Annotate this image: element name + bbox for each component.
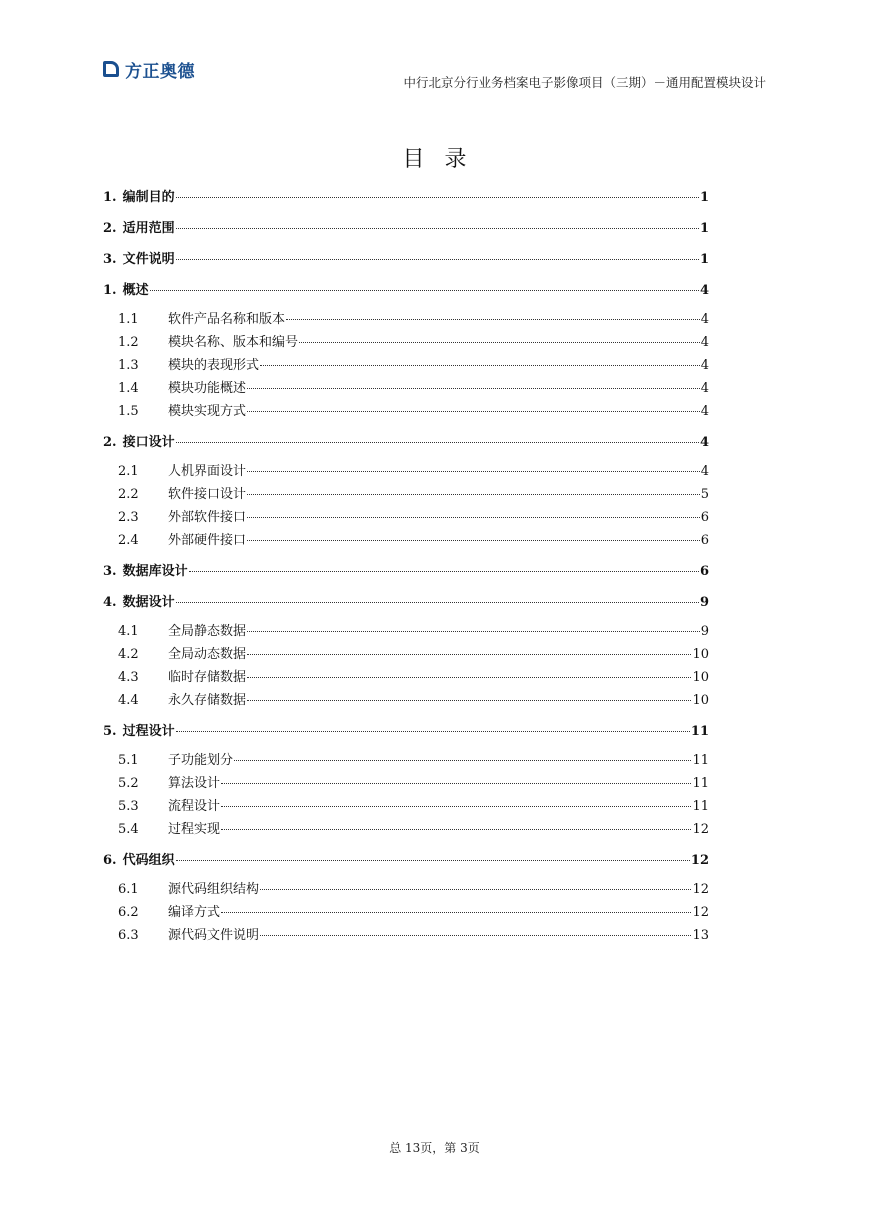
toc-entry-number: 5.: [103, 724, 117, 739]
toc-entry-label: 外部硬件接口: [168, 533, 247, 548]
toc-entry-chapter[interactable]: [103, 720, 709, 743]
toc-entry-number: 5.2: [118, 776, 139, 791]
toc-entry-number: 6.: [103, 853, 117, 868]
toc-entry-page: 1: [699, 252, 709, 267]
toc-dot-leader: [176, 601, 699, 603]
toc-dot-leader: [176, 859, 690, 861]
toc-dot-leader: [260, 934, 691, 936]
toc-entry-number: 5.1: [118, 753, 139, 768]
toc-entry-page: 9: [699, 595, 709, 610]
toc-dot-leader: [221, 911, 691, 913]
toc-entry-page: 10: [692, 693, 709, 708]
toc-entry-page: 5: [700, 487, 709, 502]
toc-entry-section[interactable]: [103, 483, 709, 506]
toc-entry-page: 9: [700, 624, 709, 639]
document-header-title: 中行北京分行业务档案电子影像项目（三期）－通用配置模块设计: [403, 75, 766, 90]
toc-title: 目录: [402, 147, 487, 172]
toc-entry-number: 4.2: [118, 647, 139, 662]
toc-dot-leader: [247, 387, 700, 389]
toc-entry-section[interactable]: [103, 749, 709, 772]
toc-entry-label: 算法设计: [168, 776, 221, 791]
toc-entry-label: 文件说明: [122, 252, 175, 267]
toc-entry-number: 2.: [103, 435, 117, 450]
toc-entry-label: 软件产品名称和版本: [168, 312, 286, 327]
toc-entry-label: 人机界面设计: [168, 464, 247, 479]
toc-entry-label: 模块实现方式: [168, 404, 247, 419]
toc-entry-label: 接口设计: [122, 435, 175, 450]
toc-entry-page: 4: [700, 358, 709, 373]
toc-entry-number: 1.2: [118, 335, 139, 350]
toc-dot-leader: [176, 227, 699, 229]
toc-entry-label: 适用范围: [122, 221, 175, 236]
toc-entry-label: 源代码组织结构: [168, 882, 260, 897]
toc-entry-page: 4: [700, 335, 709, 350]
toc-entry-number: 5.4: [118, 822, 139, 837]
toc-entry-number: 1.5: [118, 404, 139, 419]
toc-entry-section[interactable]: [103, 620, 709, 643]
toc-dot-leader: [247, 676, 691, 678]
toc-dot-leader: [247, 699, 691, 701]
toc-entry-page: 6: [700, 510, 709, 525]
toc-dot-leader: [247, 539, 700, 541]
toc-entry-chapter[interactable]: [103, 217, 709, 240]
toc-dot-leader: [189, 570, 699, 572]
toc-entry-page: 6: [699, 564, 709, 579]
toc-dot-leader: [176, 196, 699, 198]
toc-dot-leader: [247, 470, 700, 472]
toc-entry-chapter[interactable]: [103, 248, 709, 271]
toc-entry-section[interactable]: [103, 506, 709, 529]
toc-entry-chapter[interactable]: [103, 591, 709, 614]
toc-entry-label: 模块的表现形式: [168, 358, 260, 373]
company-logo: [103, 58, 195, 80]
toc-entry-section[interactable]: [103, 795, 709, 818]
toc-entry-page: 12: [692, 822, 709, 837]
toc-entry-label: 代码组织: [122, 853, 175, 868]
toc-entry-number: 1.4: [118, 381, 139, 396]
toc-entry-label: 外部软件接口: [168, 510, 247, 525]
toc-entry-chapter[interactable]: [103, 849, 709, 872]
toc-dot-leader: [234, 759, 691, 761]
toc-entry-number: 6.2: [118, 905, 139, 920]
toc-entry-label: 过程设计: [122, 724, 175, 739]
toc-entry-page: 4: [700, 312, 709, 327]
toc-dot-leader: [260, 364, 700, 366]
toc-entry-page: 10: [692, 670, 709, 685]
toc-entry-label: 软件接口设计: [168, 487, 247, 502]
toc-entry-number: 4.: [103, 595, 117, 610]
toc-entry-page: 11: [692, 753, 709, 768]
toc-entry-page: 6: [700, 533, 709, 548]
toc-entry-number: 2.3: [118, 510, 139, 525]
toc-entry-page: 10: [692, 647, 709, 662]
toc-dot-leader: [221, 805, 691, 807]
toc-entry-section[interactable]: [103, 666, 709, 689]
toc-entry-chapter[interactable]: [103, 431, 709, 454]
toc-entry-number: 6.1: [118, 882, 139, 897]
toc-entry-number: 4.4: [118, 693, 139, 708]
table-of-contents: [103, 186, 709, 947]
toc-entry-label: 源代码文件说明: [168, 928, 260, 943]
toc-entry-number: 6.3: [118, 928, 139, 943]
toc-entry-number: 4.3: [118, 670, 139, 685]
logo-icon: [103, 60, 121, 78]
toc-entry-section[interactable]: [103, 924, 709, 947]
toc-entry-section[interactable]: [103, 460, 709, 483]
toc-entry-number: 3.: [103, 252, 117, 267]
toc-dot-leader: [286, 318, 700, 320]
toc-dot-leader: [247, 630, 700, 632]
toc-dot-leader: [247, 493, 700, 495]
toc-entry-page: 11: [692, 776, 709, 791]
toc-entry-section[interactable]: [103, 400, 709, 423]
toc-dot-leader: [221, 828, 691, 830]
toc-entry-label: 全局动态数据: [168, 647, 247, 662]
toc-entry-section[interactable]: [103, 878, 709, 901]
toc-entry-chapter[interactable]: [103, 186, 709, 209]
toc-dot-leader: [260, 888, 691, 890]
toc-entry-label: 概述: [122, 283, 149, 298]
toc-entry-label: 临时存储数据: [168, 670, 247, 685]
toc-entry-number: 1.: [103, 283, 117, 298]
toc-dot-leader: [176, 441, 699, 443]
toc-entry-page: 12: [692, 882, 709, 897]
toc-entry-page: 4: [700, 464, 709, 479]
toc-entry-number: 1.3: [118, 358, 139, 373]
toc-entry-label: 编制目的: [122, 190, 175, 205]
toc-entry-number: 3.: [103, 564, 117, 579]
toc-entry-page: 11: [690, 724, 709, 739]
toc-entry-page: 1: [699, 190, 709, 205]
toc-entry-label: 永久存储数据: [168, 693, 247, 708]
toc-entry-page: 4: [700, 404, 709, 419]
toc-entry-page: 4: [700, 381, 709, 396]
toc-entry-label: 编译方式: [168, 905, 221, 920]
toc-entry-section[interactable]: [103, 331, 709, 354]
toc-entry-page: 4: [699, 435, 709, 450]
page-footer: 总 13页，第 3页: [389, 1141, 480, 1155]
toc-entry-number: 2.1: [118, 464, 139, 479]
toc-entry-section[interactable]: [103, 377, 709, 400]
toc-entry-number: 1.1: [118, 312, 139, 327]
toc-entry-label: 模块名称、版本和编号: [168, 335, 299, 350]
toc-entry-section[interactable]: [103, 643, 709, 666]
toc-entry-number: 5.3: [118, 799, 139, 814]
toc-dot-leader: [247, 410, 700, 412]
toc-entry-section[interactable]: [103, 772, 709, 795]
toc-entry-page: 1: [699, 221, 709, 236]
toc-entry-number: 2.4: [118, 533, 139, 548]
toc-entry-number: 2.: [103, 221, 117, 236]
toc-entry-page: 12: [692, 905, 709, 920]
toc-entry-page: 4: [699, 283, 709, 298]
toc-entry-label: 数据库设计: [122, 564, 188, 579]
toc-dot-leader: [176, 258, 699, 260]
toc-entry-page: 13: [692, 928, 709, 943]
toc-entry-label: 流程设计: [168, 799, 221, 814]
toc-entry-section[interactable]: [103, 689, 709, 712]
toc-entry-label: 数据设计: [122, 595, 175, 610]
toc-entry-number: 1.: [103, 190, 117, 205]
toc-dot-leader: [176, 730, 690, 732]
toc-entry-section[interactable]: [103, 308, 709, 331]
toc-dot-leader: [150, 289, 699, 291]
toc-entry-label: 过程实现: [168, 822, 221, 837]
toc-dot-leader: [299, 341, 700, 343]
toc-entry-label: 子功能划分: [168, 753, 234, 768]
toc-dot-leader: [247, 516, 700, 518]
toc-entry-page: 11: [692, 799, 709, 814]
toc-entry-section[interactable]: [103, 901, 709, 924]
toc-entry-section[interactable]: [103, 354, 709, 377]
toc-entry-chapter[interactable]: [103, 560, 709, 583]
toc-entry-number: 4.1: [118, 624, 139, 639]
toc-entry-number: 2.2: [118, 487, 139, 502]
toc-entry-section[interactable]: [103, 818, 709, 841]
toc-entry-section[interactable]: [103, 529, 709, 552]
toc-entry-label: 全局静态数据: [168, 624, 247, 639]
toc-entry-chapter[interactable]: [103, 279, 709, 302]
toc-entry-page: 12: [690, 853, 709, 868]
toc-dot-leader: [221, 782, 691, 784]
toc-entry-label: 模块功能概述: [168, 381, 247, 396]
logo-text: 方正奥德: [125, 61, 195, 82]
toc-dot-leader: [247, 653, 691, 655]
